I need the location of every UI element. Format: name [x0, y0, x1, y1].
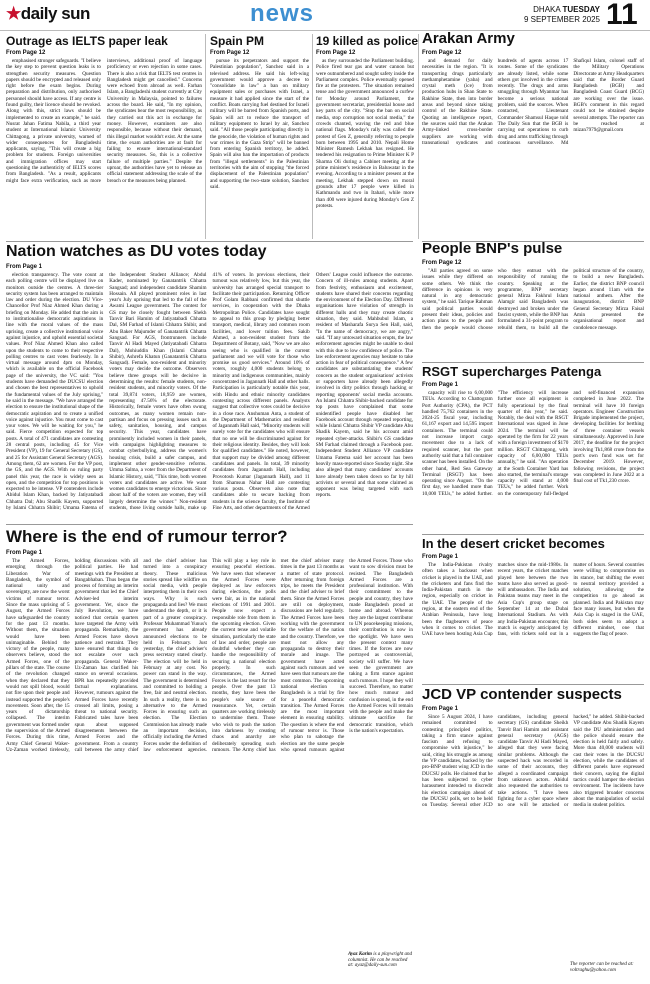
ielts-headline: Outrage as IELTS paper leak — [6, 34, 168, 48]
rsgt-jump: From Page 1 — [422, 382, 459, 388]
dateline — [500, 5, 600, 25]
byline — [348, 952, 413, 969]
killed-headline: 19 killed as police — [316, 34, 419, 48]
bnp-headline: People BNP's pulse — [422, 240, 563, 257]
divider — [6, 241, 413, 242]
killed-jump: From Page 12 — [316, 50, 356, 56]
jcd-tagline: The reporter can be reached at: voltraghu@yahoo.com — [570, 962, 634, 973]
ielts-body: emphasised stronger safeguards. "I believe the key step to prevent question leaks is to strengthen security measures. Question papers should be encrypted and released only right before the exam begins. During preparation and distribution, only authorised personnel should have access. If any centre is found guilty, their licence should be revoked. Along with this, strict laws should be implemented to create an example," he said. Nusrat Jahan Fatima Nabila, a third year student at International Islamic University Chittagong, a private university, warned of wider consequences for Bangladeshi applicants, saying, "This will create a big problem for students. Foreign universities and immigration offices may start questioning the authenticity of IELTS scores from Bangladesh. "As a result, applicants might face extra verification, such as more interviews, additional proof of language proficiency or even rejection in some cases. There is also a risk that IELTS test centres in Bangladesh might get cancelled." Concerns were echoed from abroad as well. Farhan Islam, a Bangladeshi student currently at City University in Malaysia, pointed to failures across the board. He said, "In my opinion, the syndicates bear the most responsibility, as they carried out this act in exchange for money. However, examiners are also responsible, because without their demand, this illegal market wouldn't exist. At the same time, the exam authorities are at fault for failing to ensure international-standard security measures. So, this is a collective failure of multiple parties." Despite the uproar, the authorities have yet to release an official statement addressing the scale of the breach or the measures being planned. — [6, 58, 202, 184]
jcd-headline: JCD VP contender suspects — [422, 686, 622, 703]
rsgt-body: capacity will rise to 6,00,000 TEUs. According to Chattogram Port Authority (CPA), the PCT handled 75,762 containers in the 2024-25 fiscal year, including 61,167 export and 14,595 import containers. The terminal could not increase import cargo movement due to a lack of required scanner, but the port authority said that a full container scanner has been installed. On the other hand, Red Sea Gateway Terminal (RSGT) has been operating since August. "On the first day, we handled more than 10,000 TEUs," he added further. "The efficiency will increase further once all equipment is fully operational by the final quarter of this year," he said. Notably, the deal with the RSGT International was signed in June 2024. The terminal will be operated by the firm for 22 years with a foreign investment of $170 million. RSGT Chittagong, with capacity of 6,00,000 TEUs annually," he said. "An operation at the South Container Yard has also started, the terminal's storage capacity will stand at 4,000 TEUs," he added further. Work on the contemporary full-fledged and self-financed expansion completed in June 2022. The terminal will have 10 foreign operators. Engineer Construction Brigade implemented the project, developing facilities for berthing of three container vessels simultaneously. Approved in June 2017, the deadline for the project involving Tk1,868 crore from the port's own fund was set for December 2019. However, following revisions, the project was completed in June 2022 at a final cost of Tk1,230 crore. — [422, 390, 644, 497]
cricket-jump: From Page 1 — [422, 554, 459, 560]
page-number: 11 — [606, 0, 638, 31]
divider — [418, 34, 419, 239]
killed-body: as they surrounded the Parliament building. Police fired tear gas and water cannon but were outnumbered and sought safety inside the Parliament complex. Police eventually opened fire at the protesters. "The situation remained tense and the government announced a curfew for Monday around Parliament, the government secretariat, presidential house and key parts of the city. "Stop the ban on social media, stop corruption not social media," the crowds chanted, waving the red and blue national flags. Monday's rally was called the protest of Gen Z, generally referring to people born between 1995 and 2010. Nepali Home Minister Ramesh Lekhak has resigned. He tendered his resignation to Prime Minister K P Sharma Oli during a Cabinet meeting at the prime minister's residence in Baluwatar in the evening. According to a minister present at the meeting, Lekhak stepped down on moral grounds after 17 people were killed in Kathmandu and two in Itahari, while more than 400 were injured during Monday's Gen Z protests. — [316, 58, 414, 209]
cricket-body: The India-Pakistan rivalry often takes a backseat when cricket is played in the UAE, and the cricketers and fans find the India-Pakistan match in the region, especially on cricket in the UAE. The people of the region, at the eastern end of the Arabian Peninsula, have long been the flagbearers of peace when it comes to cricket. The UAE have been hosting Asia Cup matches since the mid-1980s. In recent years, the cricket matches played here between the two teams have also served as good-will ambassadors. The India and Pakistan teams may meet in the Asia Cup's group stage on September 14 at the Dubai International Stadium. As with any India-Pakistan encounter, this match is eagerly anticipated by fans, with tickets sold out in a matter of hours. Several countries were willing to compromise on its stance, but shifting the event to neutral territory provided a solution, allowing the competition to go ahead as planned. India and Pakistan may face many issues, but when the Asia Cup is staged in the UAE, both sides seem to adopt a different mindset, one that suggests the flag of peace. — [422, 562, 644, 638]
rumour-headline: Where is the end of rumour terror? — [6, 527, 288, 546]
city: DHAKA — [533, 5, 561, 14]
jcd-body: Since 5 August 2024, I have remained committed to contesting principled politics, taking a firm stance against fascism and refusing to compromise with injustice," he said, citing his struggle as among the VP candidates, backed by the pro-BNP student wing JCD in the DUCSU polls. He claimed that he has been subjected to cyber harassment intended to discredit his election campaign ahead of the DUCSU polls, set to be held on Tuesday. Several other JCD candidates, including general secretary (GS) candidate Sheikh Tanvir Bari Hamim and assistant general secretary (AGS) candidate Tanvir Al Hadi Mayed, alleged that they were facing similar problems. Although the suspected hack was recorded in some of their accounts, they alleged a coordinated campaign from unknown actors. Abidul also requested the authorities to take actions. "I have been fighting for a cyber space where no one will be attacked or hacked," he added. Shibir-backed VP candidate Abu Shadik Kayem said the DU administration and the police should ensure the election is held fairly and safely. More than 40,000 students will cast their votes in the DUCSU election, while the candidates of different panels have expressed their concern, saying the digital tactics could hamper the election environment. The incidents have also triggered broader concerns about the manipulation of social media in student politics. — [422, 714, 644, 809]
divider — [422, 534, 644, 535]
arakan-jump: From Page 12 — [422, 50, 462, 56]
arakan-headline: Arakan Army — [422, 30, 515, 47]
divider — [422, 684, 644, 685]
spain-headline: Spain PM — [210, 34, 265, 48]
nation-jump: From Page 1 — [6, 264, 43, 270]
logo-text: daily sun — [20, 4, 90, 23]
divider — [205, 34, 206, 239]
section-title: news — [250, 0, 315, 27]
divider — [6, 524, 413, 525]
weekday: TUESDAY — [562, 5, 600, 14]
nation-headline: Nation watches as DU votes today — [6, 243, 267, 260]
rumour-jump: From Page 1 — [6, 550, 43, 556]
bnp-body: "All parties agreed on some issues while they differed on some others. We think the difference in opinions is very natural in any democratic system," he said. Tarique Rahman said political parties would present their ideas, policies and action plans to the people and then the people would choose who they entrust with the responsibility of running the country. Speaking at the programme, BNP secretary general Mirza Fakhrul Islam Alamgir said Bangladesh was destroyed and broken under the fascist system, while the BNP has formulated a 31-point program to rebuild them, to build all the political structure of the country, to build a new Bangladesh. Earlier, the district BNP council began around 11am with the national anthem. After the inauguration, district BNP General Secretary Mirza Faisal Amin presented the organisational report and condolence message. — [422, 268, 644, 331]
date: 9 SEPTEMBER 2025 — [523, 15, 600, 24]
spain-body: pursue its perpetrators and support the Palestinian population", Sanchez said in a televised address. He said his left-wing government would approve a decree to "consolidate in law" a ban on military equipment sales or purchases with Israel, a measure it had applied since the start of the conflict. Boats carrying fuel destined for Israeli military will be barred from Spanish ports, and Spain will act to reduce the transport of military equipment to Israel by air, Sanchez said. "All those people participating directly in the genocide, the violation of human rights and war crimes in the Gaza Strip" will be banned from entering Spanish territory, he added. Spain will also ban the importation of products from "illegal settlements" in the Palestinian territories with the aim of stopping "the forced displacement of the Palestinian population" and supporting the two-state solution, Sanchez said. — [210, 58, 309, 190]
jcd-jump: From Page 1 — [422, 706, 459, 712]
divider — [312, 34, 313, 239]
cricket-headline: In the desert cricket becomes — [422, 536, 605, 551]
spain-jump: From Page 12 — [210, 50, 250, 56]
author-name: Ayaz Karim — [348, 952, 372, 957]
logo: ★daily sun — [6, 4, 90, 23]
ielts-jump: From Page 12 — [6, 50, 46, 56]
author-note: is a playwright and columnist. He can be reached at: ayaz@daily-sun.com — [348, 952, 412, 968]
rsgt-headline: RSGT supercharges Patenga — [422, 364, 602, 379]
arakan-body: and demand for daily necessities in the region. "It is transporting drugs particularly methamphetamine (yaba) and crystal meth (ice) from production hubs in Shan State to Rakhine State, then into border areas and beyond since taking control of the Rakhine State. Quoting an intelligence report, the sources said that the Arakan Army-linked cross-border suppliers are working with transnational syndicates and hundreds of agents across 17 routes. Some of the syndicates are already listed, while some others got involved in the crimes recently. The drugs and arms smuggling through Myanmar has become a serious national problem, said the sources. When contacted, Lieutenant Commander Shamsul Haque told The Daily Sun that the BGB is carrying out operations to curb drug and arms trafficking through continuous surveillance. Md Shafiqul Islam, colonel staff of the Military Operations Directorate at Army Headquarters said that the Border Guard Bangladesh (BGB) and Bangladesh Coast Guard (BCG) are working over the issue. BGB's comment in this regard could not be obtained despite several attempts. The reporter can be reached at mizan7979@gmail.com — [422, 58, 644, 146]
rumour-body: The Armed Forces, emerging through the Liberation War of Bangladesh, the symbol of national unity and sovereignty, are now the worst victims of rumour terror. Since the mass uprising of 5 August, the Armed Forces have safeguarded the country for the past 13 months. Without them, the situation would have been unimaginable. Behind the victory of the people, many observers believe, stood the Armed Forces, one of the pillars of the state. The course of the revolution changed when they declared that they would not spill blood, would not fire upon their people and instead supported the people's movement. Soon after, the 15 years of dictatorship collapsed. The interim government was formed under the supervision of the Armed Forces. During this time, Army Chief General Waker-Uz-Zaman worked tirelessly, holding discussions with all political parties. He had meetings with the President at Bangabhaban. Thus began the process of forming an interim government that led the Chief Adviser-led interim government. Yet, since the July Revolution, we have noticed that certain quarters have targeted the Army with propaganda. Remarkably, the Armed Forces have shown patience and restraint. They have ensured that things do not escalate over such propaganda. General Waker-Uz-Zaman has clarified his stance on several occasions. BPR has repeatedly provided factual explanations. However, rumours against the Armed Forces have recently crossed all limits, posing a threat to national security. Fabricated tales have been spun about supposed disagreements between the Armed Forces and the government. From a country call between the army chief and the chief adviser has turned into a conspiracy theory. These malicious stories spread like wildfire on social media, with people interpreting them in their own ways. Why is such propaganda and lies? We must understand the depth, or it is part of a greater conspiracy. Professor Muhammad Yunus's government has already announced elections to be held in February. Just yesterday, the chief adviser's press secretary stated clearly. The election will be held in February at any cost. No power can stand in the way. The government is determined and committed to holding a free, fair and neutral election. In such a reality, there is no alternative to the Armed Forces in ensuring such an election. The Election Commission has already made an important decision, officially including the Armed Forces under the definition of law enforcement agencies. This will play a key role in ensuring peaceful elections. We have seen that whenever the Armed Forces were deployed as law enforcers during elections, the polls were fair, as in the national elections of 1991 and 2001. People now expect a responsible role from them in the upcoming election. Given the current tense and volatile situation, particularly the state of law and order, people are doubtful whether they can handle the responsibility of securing a national election properly. In such circumstances, the Armed Forces is the last resort for the people. Over the past 13 months, they have been the people's sole source of reassurance. Yet, certain quarters are working tirelessly to undermine them. Those who wish to push the nation into darkness by creating chaos and anarchy are deliberately spreading such rumours. The Army chief has met the chief adviser many times in the past 13 months as a matter of state protocol. After returning from foreign trips, he meets the President and the chief adviser to brief them. Since the Armed Forces are still on deployment, discussions are held regularly. The Armed Forces have been working with the government for the welfare of the nation and the country. Therefore, we must not allow any propaganda to destroy their morale and image. The government have acted against such rumours and we have seen that rumours are the most common. The upcoming national election in Bangladesh is a trial by fire for a peaceful democratic transition. The Armed Forces are the most important element in ensuring stability. The question is where the end of rumour terror is. Those who plan to sabotage the election are the same people who spread rumours against the Armed Forces. Those who want to sow division must be resisted. The Bangladesh Armed Forces are a professional institution. With their commitment to the people and country, they have made Bangladesh proud at home and abroad. Whereas they are the largest contributor to UN peacekeeping missions, their contribution is now in the spotlight. We have seen the present context many times. If the forces are now portrayed as controversial, society will suffer. We have seen the government are taking a firm stance against such rumours. I hope they will succeed. Therefore, no matter how much rumour and confusion is spread, in the end the Armed Forces will remain with the people and make the ultimate sacrifice for democratic transition, which is the nation's expectation. — [6, 558, 413, 753]
nation-body: election transparency. The vote count at each polling centre will be displayed live on monitors outside the centres. A three-tier security system has been arranged to maintain law and order during the election. DU Vice-Chancellor Prof Niaz Ahmed Khan during a briefing on Monday. He added that the aim is to institutionalise democratic aspirations in line with the moral values of the mass uprising, create a collective institutional voice against injustice, and uphold essential societal values. Prof Niaz Ahmed Khan also called upon the students to come to their respective polling centres to cast votes fearlessly. In a virtual message around 4pm on Monday, which is available on the official Facebook page of the university, the VC said: "You students have demanded the DUCSU election and chosen the best representatives to uphold the fundamental values of the July uprising," he said in the message. "We have arranged the election to ensure the institutional shape of the democratic aspiration and to create a unified voice against injustice. You must come to cast your votes. We will be waiting for you," he said. Fierce competition expected for top posts. A total of 471 candidates are contesting 28 central posts, including 45 for Vice President (VP), 19 for General Secretary (GS), and 25 for Assistant General Secretary (AGS). Among them, 62 are women. For the VP post, the GS, and the AGS. With no ruling party panel this year, the race is widely seen as open, and the competition for top positions is expected to be intense. VP contenders include Abidul Islam Khan, backed by Jatiyatabadi Chhatra Dal; Abu Shadik Kayem, supported by Islami Chhatra Shibir; Umama Fatema of the Independent Student Alliance; Abdul Kader, nominated by Ganatantrik Chhatra Sangsad; and independent candidate Shamim Hossain. All played prominent roles in last year's July uprising that led to the fall of the Awami League government. The contest for GS may be closely fought between Shekh Tanvir Bari Hamim of Jatiyatabadi Chhatra Dal, SM Farhad of Islami Chhatra Shibir, and Abu Baker Majumder of Ganatantrik Chhatra Sangsad. For AGS, frontrunners include Tanvir Al Hadi Mayed (Jatiyatabadi Chhatra Dal), Mohiuddin Khan (Islami Chhatra Shibir), Ashrefa Khatun (Ganatantrik Chhatra Sangsad). Female, non-resident and minority voters may decide the outcome. Observers believe three groups will be decisive in determining the results: female students, non-resident students, and minority voters. Of the total 39,874 voters, 18,959 are women, representing 47.56% of the electorate. Historically, female voters have often swung outcomes, as many women remain non-partisan and focus on pressing issues such as safety, sanitation, housing, and campus security. This year, candidates have prominently included women in their panels, with campaigns highlighting measures to combat cyberbullying, address the women's housing crisis, build a safer campus, and implement other gender-sensitive reforms. Umma Salma, a voter from the Department of Islamic History, said, "This time, both women voters and candidates are active. We want women candidates to emerge victorious. Since about half of the voters are women, they will largely determine the winner." Non-resident students, those living outside halls, make up 41% of voters. In previous elections, their turnout was relatively low, but this year, the university has arranged special transport to facilitate their participation. Returning Officer Prof Golam Rabbani confirmed that shuttle services, in cooperation with the Dhaka Metropolitan Police. Candidates have sought to appeal to this group by pledging better transport, medical, library and common room facilities, and lower tuition fees. Sakib Ahmed, a non-resident student from the Department of Botany, said, "Now we are also seeing who is qualified in the current parliament and we will vote for those who promise us good services." Around 10% of voters, roughly 4,000 students belong to minority and indigenous communities, mainly concentrated in Jagannath Hall and other halls. Participation is particularly notable this year, with Hindu and ethnic minority candidates contesting across different panels. Analysts suggest that collective votes could be decisive in a close race. Anshuman Anta, a student of the Department of Mathematics and resident of Jagannath Hall said, "Minority students will surely vote for the candidates who will ensure that no one will be discriminated against for their religious identity. Besides, they will look for qualified candidates." He noted, however, that support may be divided among different candidates and panels. In total, 39 minority candidates from Jagannath Hall, including Provotosh Kumar (Jagannath Hall), and 11 from Shamsun Nahar Hall are contesting various posts. Observers also note that candidates able to secure backing from students in the science faculty, the Institute of Fine Arts, and other departments of the Armed Others' League could influence the outcome. Concern of ill-rules among students. Apart from festivity, enthusiasm and excitement, students have shared their concerns regarding the environment of the Election Day. Different organisations have violation of strength in different halls and they may create chaotic situation, they said. Mahbubul Islam, a resident of Masharafa Surya Sen Hall, said, "In the name of democracy, we are angry," said. "If any untoward situation erupts, the law enforcement agencies might be unable to deal with this due to low confidence of police. The law enforcement agencies may hesitate to take action in fear of political consequence." A few candidates are substantiating the students' concern as the student organisations' activists or supporters have already been allegedly involved in dirty politics through hacking or reporting opponents' social media accounts. An Islami Chhatra Shibir-backed candidate for top posts have complained that some unidentified people have disabled her Facebook account through repeated reporting, while Islami Chhatra Shibir VP candidate Abu Shadik Kayem, said he his account amid repeated cyber-attacks. Shibir's GS candidate SM Farhad claimed through a Facebook post. Independent Student Alliance VP candidate Umama Fatema said her account has been heavily mass-reported since Sunday night. She also alleged that many candidates' accounts have already been taken down so far by hill activists or several and that some claimed as opponent was being targeted with such reports. — [6, 272, 413, 511]
bnp-jump: From Page 12 — [422, 260, 462, 266]
divider — [422, 362, 644, 363]
